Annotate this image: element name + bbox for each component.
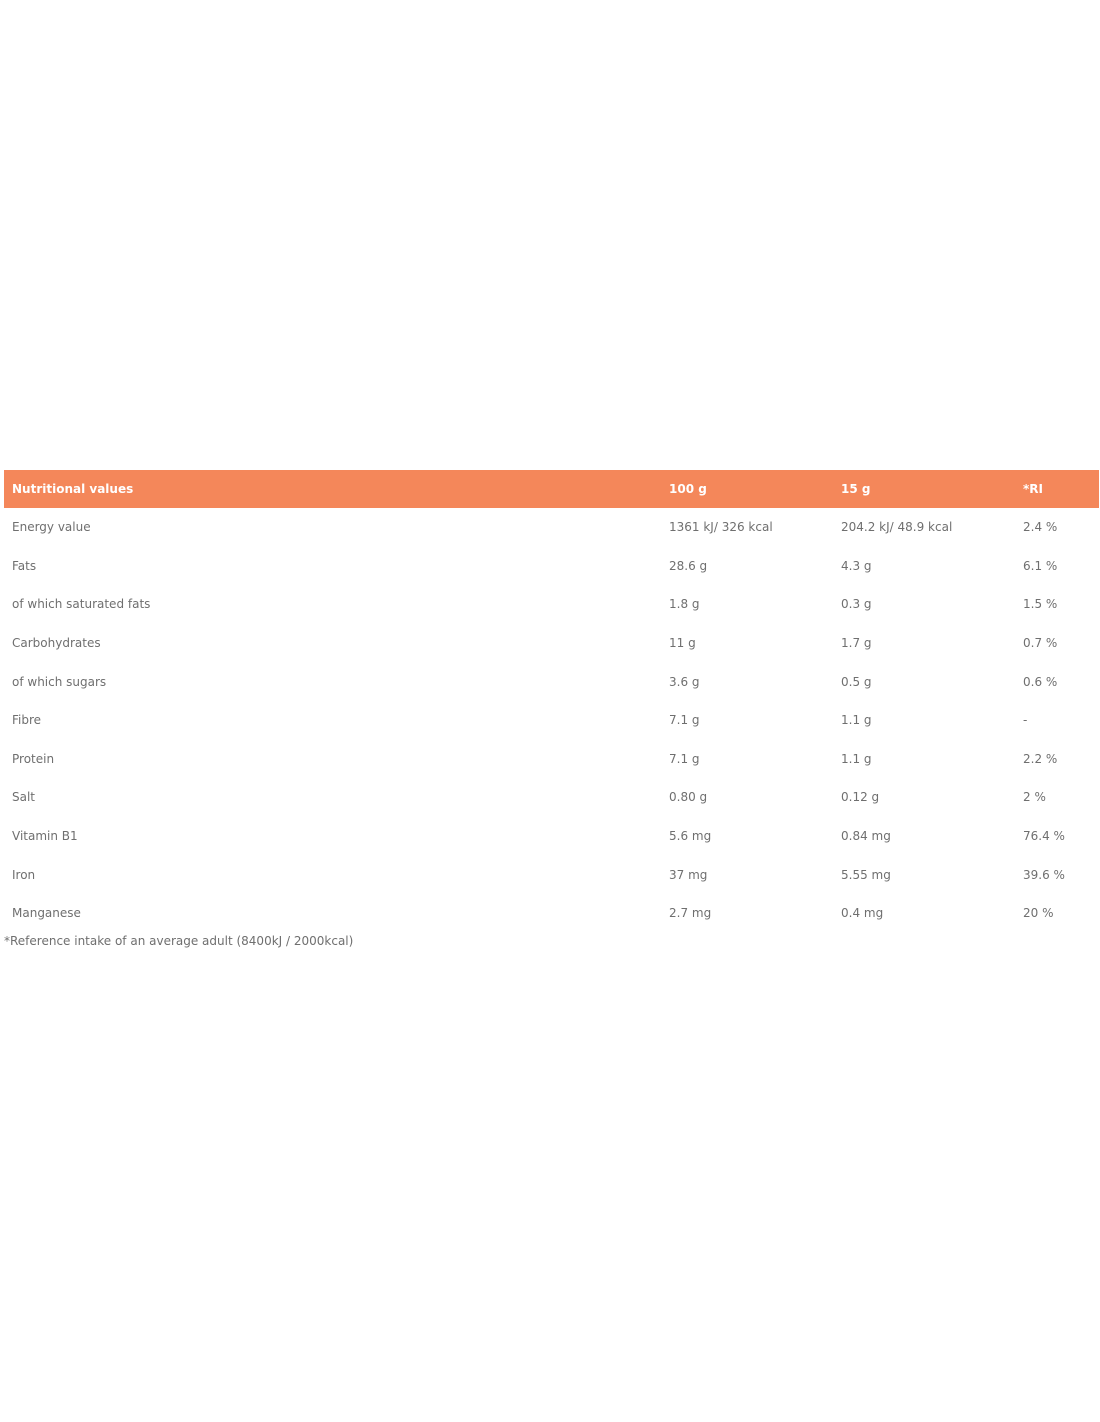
nutrient-name: Iron (12, 867, 36, 882)
nutrient-name: Energy value (12, 520, 91, 535)
value-per-100g: 0.80 g (669, 790, 708, 805)
value-ri: 20 % (1023, 906, 1054, 921)
table-row (4, 817, 1099, 856)
value-per-15g: 1.7 g (841, 636, 872, 651)
table-header (4, 470, 1099, 508)
value-per-15g: 4.3 g (841, 558, 872, 573)
value-per-15g: 204.2 kJ/ 48.9 kcal (841, 520, 953, 535)
header-per-15g: 15 g (841, 482, 871, 496)
value-ri: 0.7 % (1023, 636, 1058, 651)
value-per-100g: 7.1 g (669, 713, 700, 728)
table-row (4, 778, 1099, 817)
value-per-100g: 1.8 g (669, 597, 700, 612)
table-row (4, 894, 1099, 933)
nutrition-table (4, 470, 1099, 933)
header-nutritional-values: Nutritional values (12, 482, 134, 496)
nutrient-name: Manganese (12, 906, 81, 921)
table-row (4, 585, 1099, 624)
nutrient-name: Vitamin B1 (12, 829, 78, 844)
table-row (4, 740, 1099, 779)
value-ri: 2.4 % (1023, 520, 1058, 535)
table-row (4, 624, 1099, 663)
value-ri: - (1023, 713, 1028, 728)
header-row (4, 470, 1099, 508)
value-per-15g: 0.84 mg (841, 829, 891, 844)
nutrient-name: of which saturated fats (12, 597, 151, 612)
reference-intake-footnote: *Reference intake of an average adult (8400kJ / 2000kcal) (4, 934, 354, 948)
value-per-15g: 0.12 g (841, 790, 880, 805)
value-per-15g: 0.3 g (841, 597, 872, 612)
header-per-100g: 100 g (669, 482, 707, 496)
value-per-100g: 2.7 mg (669, 906, 712, 921)
value-ri: 2.2 % (1023, 751, 1058, 766)
table-row (4, 662, 1099, 701)
table-row (4, 508, 1099, 547)
table-row (4, 547, 1099, 586)
table-row (4, 855, 1099, 894)
value-ri: 39.6 % (1023, 867, 1065, 882)
value-ri: 76.4 % (1023, 829, 1065, 844)
value-per-100g: 28.6 g (669, 558, 708, 573)
value-ri: 2 % (1023, 790, 1046, 805)
nutrient-name: Fats (12, 558, 37, 573)
value-per-100g: 1361 kJ/ 326 kcal (669, 520, 773, 535)
nutrient-name: Salt (12, 790, 36, 805)
value-ri: 1.5 % (1023, 597, 1058, 612)
table-body (4, 508, 1099, 933)
nutrient-name: Carbohydrates (12, 636, 101, 651)
value-per-15g: 1.1 g (841, 751, 872, 766)
value-per-100g: 5.6 mg (669, 829, 712, 844)
value-ri: 6.1 % (1023, 558, 1058, 573)
value-per-100g: 11 g (669, 636, 696, 651)
value-per-15g: 1.1 g (841, 713, 872, 728)
nutrient-name: Protein (12, 751, 55, 766)
value-per-15g: 0.5 g (841, 674, 872, 689)
value-per-100g: 7.1 g (669, 751, 700, 766)
value-per-15g: 0.4 mg (841, 906, 884, 921)
value-ri: 0.6 % (1023, 674, 1058, 689)
nutrient-name: Fibre (12, 713, 42, 728)
value-per-15g: 5.55 mg (841, 867, 891, 882)
header-ri: *RI (1023, 482, 1043, 496)
nutrient-name: of which sugars (12, 674, 107, 689)
value-per-100g: 37 mg (669, 867, 708, 882)
value-per-100g: 3.6 g (669, 674, 700, 689)
table-row (4, 701, 1099, 740)
